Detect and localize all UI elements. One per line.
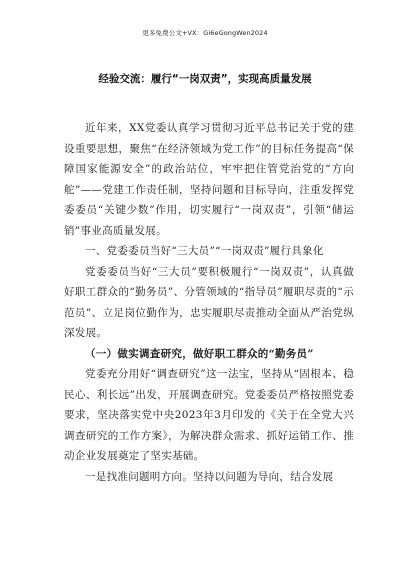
body-paragraph: 近年来，XX党委认真学习贯彻习近平总书记关于党的建设重要思想，聚焦“在经济领域为党工作”的目标任务提高“保障国家能源安全”的政治站位，牢牢把住管党治党的“方向舵”——党建工作责任制，坚持问题和目标导向，注重发挥党委委员“关键少数”作用，切实履行“一岗双责”，引领“储运销”事业高质量发展。 — [64, 122, 354, 237]
body-paragraph: 党委充分用好“调查研究”这一法宝，坚持从“固根本、稳民心、利长远”出发，开展调查研究。党委委员严格按照党委要求，坚决落实党中央2023年3月印发的《关于在全党大兴调查研究的工作方案》，为解决群众需求、抓好运销工作、推动企业发展奠定了坚实基础。 — [64, 368, 354, 462]
subsection-heading: （一）做实调查研究，做好职工群众的“勤务员” — [85, 347, 314, 360]
body-paragraph: 党委委员当好“三大员”要积极履行“一岗双责”，认真做好职工群众的“勤务员”、分管领域的“指导员”履职尽责的“示范员”、立足岗位勤作为，忠实履职尽责推动全面从严治党纵深发展。 — [64, 265, 354, 339]
document-body — [64, 118, 354, 487]
document-title: 经验交流：履行“一岗双责”，实现高质量发展 — [98, 73, 312, 85]
section-heading: 一、党委委员当好“三大员”“一岗双责”履行具象化 — [85, 245, 324, 257]
body-paragraph: 一是找准问题明方向。坚持以问题为导向，结合发展 — [85, 470, 334, 483]
header-note: 更多免费公文+VX：Gi6eGongWen2024 — [142, 29, 268, 37]
